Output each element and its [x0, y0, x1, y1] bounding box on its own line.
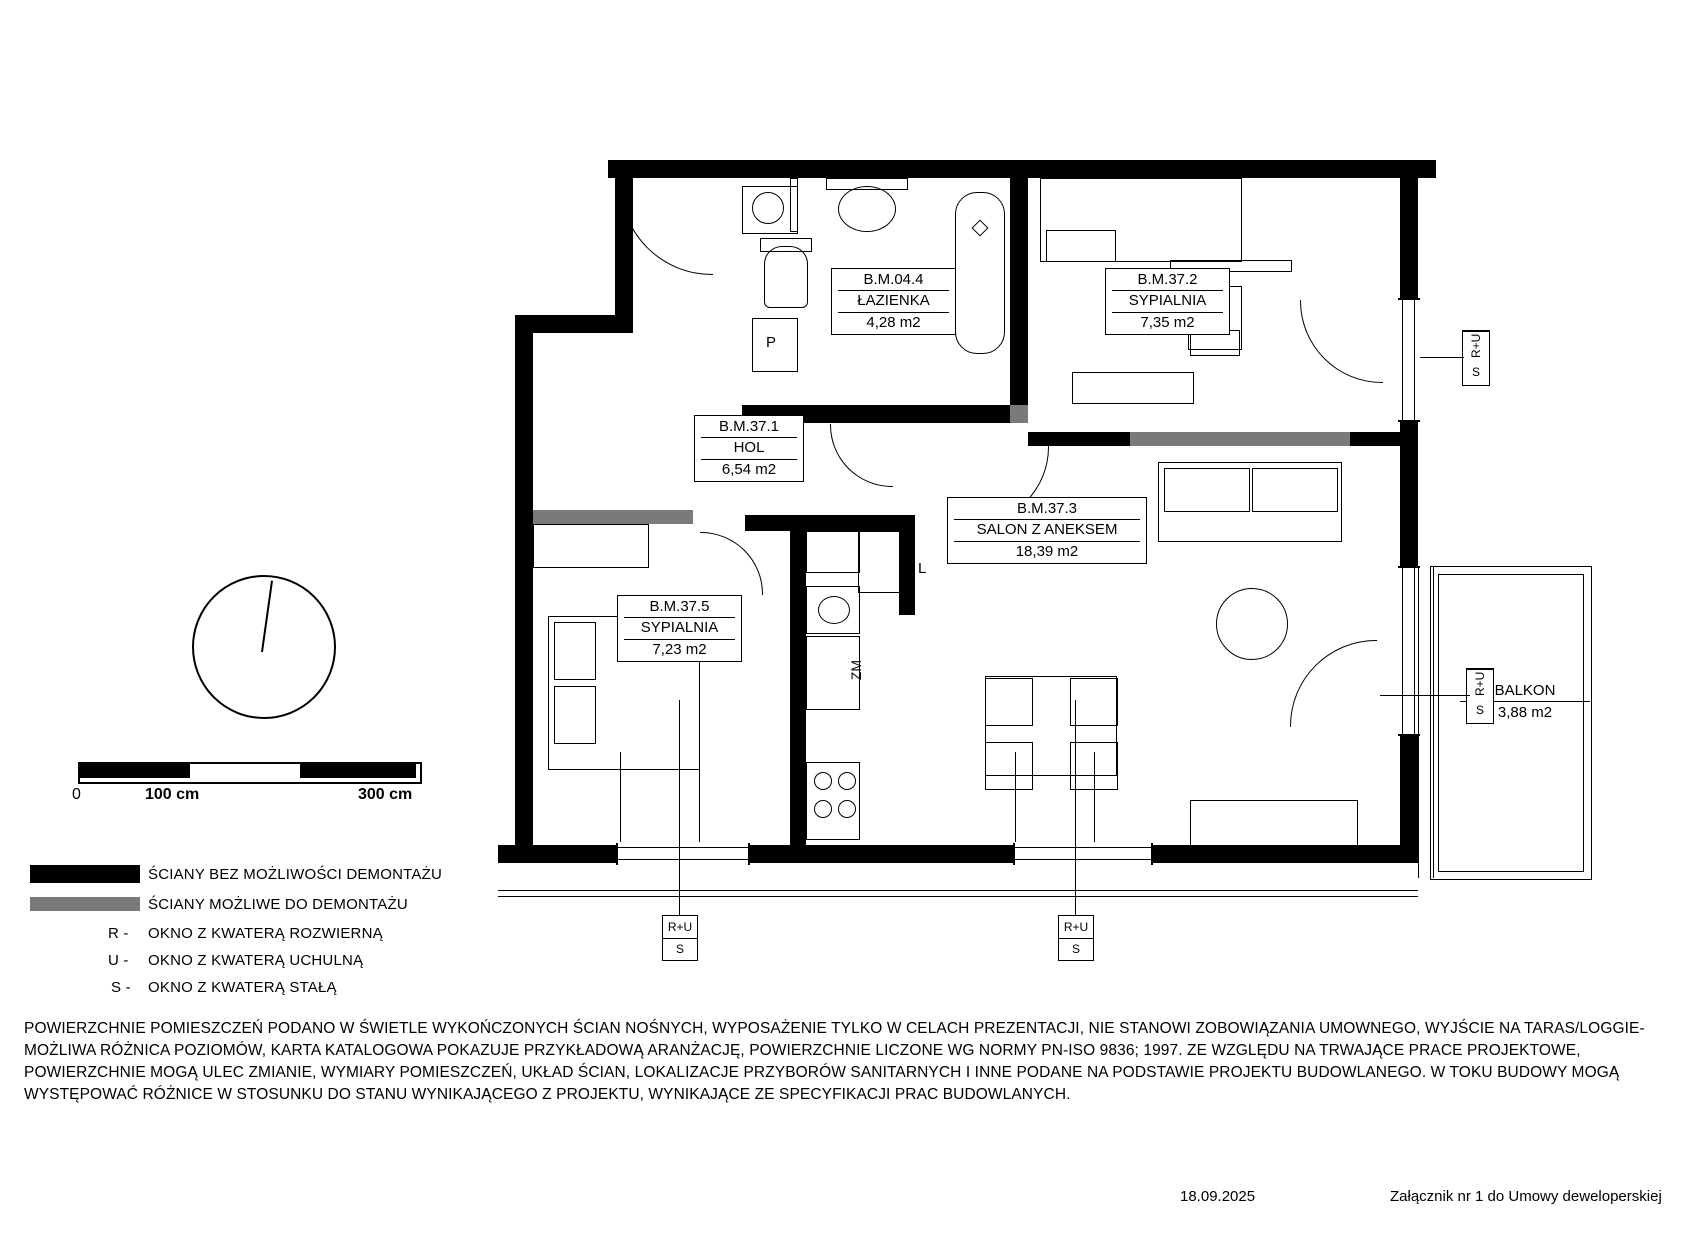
room-code-hall: B.M.37.1 — [718, 418, 780, 435]
dining-chair-1 — [985, 678, 1033, 726]
room-label-living — [947, 497, 1147, 564]
legend-abbrev-u-key: U - — [108, 952, 129, 969]
balcony-inner — [1438, 574, 1584, 872]
dimension-line-bottom — [498, 890, 1418, 891]
window-tag-bottom-right — [1058, 915, 1094, 961]
scale-label-mid: 100 cm — [145, 786, 200, 803]
window-tag-right-balcony-bottom: S — [1475, 703, 1484, 717]
cooktop-burner-2 — [838, 772, 856, 790]
wall-demountable-bathroom — [1010, 405, 1028, 423]
sofa-cushion-left — [1164, 468, 1250, 512]
dimension-line-bottom-2 — [498, 896, 1418, 897]
wall-exterior-right-lower — [1400, 730, 1418, 860]
window-tag-right-top-bottom: S — [1471, 365, 1480, 379]
room-name-living: SALON Z ANEKSEM — [954, 519, 1140, 540]
door-bottom-left-swing — [620, 752, 700, 842]
scale-label-end: 300 cm — [358, 786, 413, 803]
balcony-rail-top — [1418, 566, 1434, 878]
door-entry — [620, 182, 713, 275]
window-right-top — [1398, 298, 1420, 422]
room-area-hall: 6,54 m2 — [701, 459, 797, 480]
sink-counter — [826, 178, 908, 190]
window-right-balcony — [1398, 566, 1420, 736]
tv-console — [1190, 800, 1358, 848]
disclaimer-text: POWIERZCHNIE POMIESZCZEŃ PODANO W ŚWIETLE WYKOŃCZONYCH ŚCIAN NOŚNYCH, WYPOSAŻENIE TYLKO W CELACH PREZENTACJI, NIE STANOWI ZOBOWIĄZANIA UMOWNEGO, WYJŚCIE NA TARAS/LOGGIE- MOŻLIWA RÓŻNICA POZIOMÓW, KARTA KATALOGOWA POKAZUJE PRZYKŁADOWĄ ARANŻACJĘ, POWIERZCHNIE LICZONE WG NORMY PN-ISO 9836; 1997. ZE WZGLĘDU NA TRWAJĄCE PRACE PROJEKTOWE, POWIERZCHNIE MOGĄ ULEC ZMIANIE, WYMIARY POMIESZCZEŃ, UKŁAD ŚCIAN, LOKALIZACJE PRZYBORÓW SANITARNYCH I INNE PODANE NA PODSTAWIE PROJEKTU BUDOWLANEGO. W TOKU BUDOWY MOGĄ WYSTĘPOWAĆ RÓŻNICE W STOSUNKU DO STANU WYNIKAJĄCEGO Z PROJEKTU, WYNIKAJĄCE ZE SPECYFIKACJI PRAC BUDOWLANYCH. — [24, 1020, 1645, 1103]
room-area-balcony: 3,88 m2 — [1497, 704, 1553, 721]
wall-exterior-right-upper — [1400, 160, 1418, 300]
cooktop-burner-3 — [814, 800, 832, 818]
window-bottom-left — [616, 843, 750, 865]
room-label-hall — [694, 415, 804, 482]
bathroom-mirror — [790, 178, 798, 232]
legend-label-demountable: ŚCIANY MOŻLIWE DO DEMONTAŻU — [148, 896, 408, 913]
window-tag-right-balcony-top: R+U — [1467, 669, 1494, 697]
north-arrow — [192, 575, 336, 719]
wall-demountable-living — [1130, 432, 1350, 446]
footer-date: 18.09.2025 — [1180, 1188, 1256, 1205]
room-label-bedroom-375 — [617, 595, 742, 662]
room-code-living: B.M.37.3 — [1016, 500, 1078, 517]
washing-machine-label: P — [766, 334, 777, 351]
legend-abbrev-r-label: OKNO Z KWATERĄ ROZWIERNĄ — [148, 925, 383, 942]
scale-bar — [78, 762, 422, 784]
dishwasher-label: ZM — [848, 660, 864, 681]
toilet — [764, 246, 808, 308]
room-label-bathroom — [831, 268, 956, 335]
wall-demountable-left — [533, 510, 693, 524]
room-area-bathroom: 4,28 m2 — [838, 312, 949, 333]
legend-abbrev-u-label: OKNO Z KWATERĄ UCHULNĄ — [148, 952, 364, 969]
window-tag-right-top — [1462, 330, 1490, 386]
legend-swatch-demountable — [30, 897, 140, 911]
sink — [838, 186, 896, 232]
leader-right-balcony — [1380, 695, 1470, 696]
wall-exterior-bottom-mid — [745, 845, 1015, 863]
door-bottom-right-swing — [1015, 752, 1095, 842]
fridge — [858, 531, 902, 593]
room-area-bedroom-372: 7,35 m2 — [1112, 312, 1223, 333]
window-bottom-right — [1013, 843, 1153, 865]
shelf-372 — [1072, 372, 1194, 404]
window-tag-bottom-left-top: R+U — [663, 916, 697, 939]
fridge-label: L — [918, 560, 927, 577]
cooktop-burner-1 — [814, 772, 832, 790]
wall-exterior-left-lower — [515, 525, 533, 863]
bed-pillow-375-a — [554, 622, 596, 680]
wall-kitchen-left — [790, 515, 806, 863]
window-tag-bottom-left — [662, 915, 698, 961]
leader-bottom-left — [679, 700, 680, 916]
wall-hall-bedroom-divider — [745, 515, 795, 531]
leader-bottom-right — [1075, 700, 1076, 916]
door-balcony-swing — [1290, 640, 1377, 727]
bathtub — [955, 192, 1005, 354]
room-code-bedroom-375: B.M.37.5 — [649, 598, 710, 615]
room-name-bedroom-372: SYPIALNIA — [1112, 290, 1223, 311]
dining-chair-2 — [1070, 678, 1118, 726]
room-name-hall: HOL — [701, 437, 797, 458]
kitchen-upper-cabinet — [806, 531, 860, 573]
bed-pillow-372 — [1046, 230, 1116, 262]
coffee-table — [1216, 588, 1288, 660]
window-tag-bottom-right-top: R+U — [1059, 916, 1093, 939]
wall-bathroom-right — [1010, 178, 1028, 423]
wall-exterior-top — [608, 160, 1436, 178]
scale-label-zero: 0 — [72, 786, 81, 803]
door-bathroom — [830, 424, 893, 487]
room-area-bedroom-375: 7,23 m2 — [624, 639, 735, 660]
window-tag-bottom-left-bottom: S — [675, 942, 684, 956]
wall-kitchen-top — [790, 515, 915, 531]
door-bedroom-375 — [700, 532, 763, 595]
legend-label-solid: ŚCIANY BEZ MOŻLIWOŚCI DEMONTAŻU — [148, 866, 442, 883]
room-name-bathroom: ŁAZIENKA — [838, 290, 949, 311]
room-code-bathroom: B.M.04.4 — [863, 271, 924, 288]
room-name-balcony: BALKON — [1460, 680, 1590, 702]
window-tag-right-top-top: R+U — [1463, 331, 1490, 359]
legend-swatch-solid — [30, 865, 140, 883]
room-name-bedroom-375: SYPIALNIA — [624, 617, 735, 638]
wall-exterior-left-upper — [515, 315, 533, 525]
leader-right-top — [1420, 357, 1464, 358]
footer-attachment: Załącznik nr 1 do Umowy deweloperskiej — [1390, 1188, 1662, 1205]
legend-abbrev-s-key: S - — [111, 979, 131, 996]
cooktop-burner-4 — [838, 800, 856, 818]
legend-abbrev-s-label: OKNO Z KWATERĄ STAŁĄ — [148, 979, 337, 996]
toilet-cistern — [760, 238, 812, 252]
wall-exterior-right-mid — [1400, 418, 1418, 568]
room-area-living: 18,39 m2 — [954, 541, 1140, 562]
wardrobe-375 — [533, 524, 649, 568]
window-tag-right-balcony — [1466, 668, 1494, 724]
bed-pillow-375-b — [554, 686, 596, 744]
window-tag-bottom-right-bottom: S — [1071, 942, 1080, 956]
sofa-cushion-right — [1252, 468, 1338, 512]
bathroom-basin — [752, 192, 784, 224]
kitchen-sink-bowl — [818, 596, 850, 624]
room-code-bedroom-372: B.M.37.2 — [1137, 271, 1198, 288]
room-label-bedroom-372 — [1105, 268, 1230, 335]
door-window-right-swing — [1300, 300, 1383, 383]
legend-abbrev-r-key: R - — [108, 925, 129, 942]
